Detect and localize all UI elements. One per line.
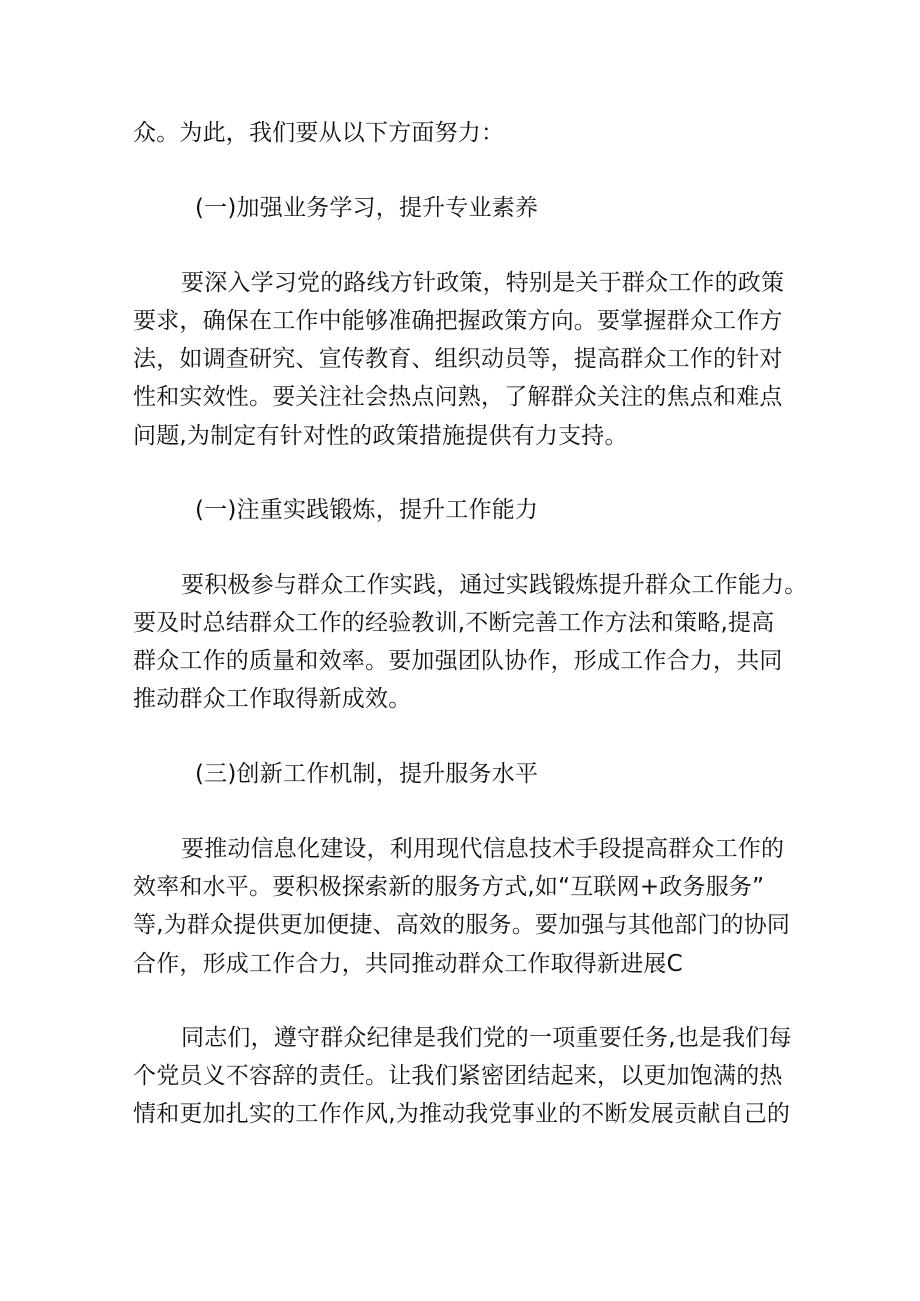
section-3-heading: (三)创新工作机制，提升服务水平 <box>195 761 539 787</box>
closing-line-1: 同志们，遵守群众纪律是我们党的一项重要任务,也是我们每 <box>181 1025 792 1051</box>
section-1-line-5: 问题,为制定有针对性的政策措施提供有力支持。 <box>133 423 628 449</box>
intro-line: 众。为此，我们要从以下方面努力： <box>133 120 505 146</box>
section-2-heading: (一)注重实践锻炼，提升工作能力 <box>195 497 539 523</box>
section-1-line-2: 要求，确保在工作中能够准确把握政策方向。要掌握群众工作方 <box>133 308 783 334</box>
section-2-line-1: 要积极参与群众工作实践，通过实践锻炼提升群众工作能力。 <box>181 572 808 598</box>
section-2-line-2: 要及时总结群众工作的经验教训,不断完善工作方法和策略,提高 <box>133 610 775 636</box>
section-1-heading: (一)加强业务学习，提升专业素养 <box>195 195 539 221</box>
section-1-line-3: 法，如调查研究、宣传教育、组织动员等，提高群众工作的针对 <box>133 346 783 372</box>
section-1-line-4: 性和实效性。要关注社会热点问熟，了解群众关注的焦点和难点 <box>133 384 783 410</box>
section-3-line-2: 效率和水平。要积极探索新的服务方式,如“互联网+政务服务” <box>133 874 765 900</box>
closing-line-2: 个党员义不容辞的责任。让我们紧密团结起来，以更加饱满的热 <box>133 1063 783 1089</box>
section-3-line-1: 要推动信息化建设，利用现代信息技术手段提高群众工作的 <box>181 836 785 862</box>
closing-line-3: 情和更加扎实的工作作风,为推动我党事业的不断发展贡献自己的 <box>133 1101 791 1127</box>
section-1-line-1: 要深入学习党的路线方针政策，特别是关于群众工作的政策 <box>181 270 785 296</box>
section-2-line-4: 推动群众工作取得新成效。 <box>133 686 412 712</box>
section-2-line-3: 群众工作的质量和效率。要加强团队协作，形成工作合力，共同 <box>133 648 783 674</box>
section-3-line-3: 等,为群众提供更加便捷、高效的服务。要加强与其他部门的协同 <box>133 912 791 938</box>
section-3-line-4: 合作，形成工作合力，共同推动群众工作取得新进展C <box>133 951 683 977</box>
